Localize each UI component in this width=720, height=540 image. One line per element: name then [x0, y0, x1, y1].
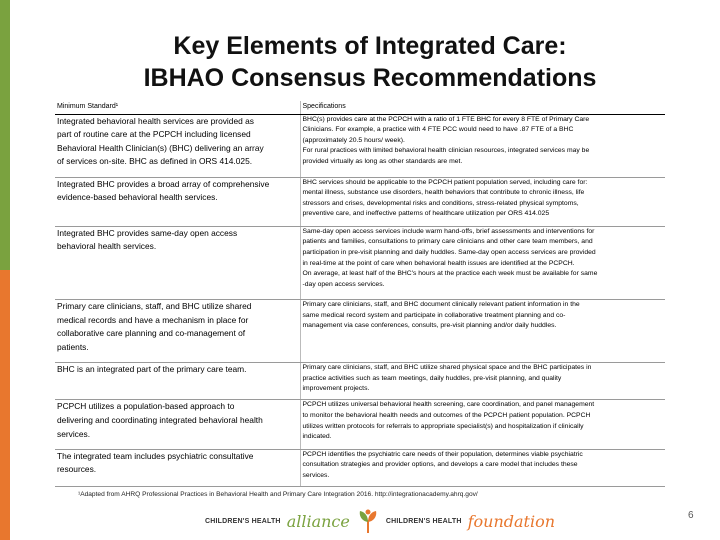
table-row	[55, 177, 665, 226]
specification-cell	[300, 449, 665, 486]
specification-cell	[300, 363, 665, 400]
specification-cell	[300, 400, 665, 449]
standard-text-line: Integrated BHC provides a broad array of comprehensive	[57, 178, 270, 189]
standard-text-line: of services on-site. BHC as defined in ORS 414.025.	[57, 156, 253, 167]
standard-text-line: Integrated BHC provides same-day open access	[57, 227, 238, 238]
specification-text-line: provided virtually as long as other standards are met.	[302, 157, 463, 165]
specification-text-line: to monitor the behavioral health needs and outcomes of the PCPCH patient population. PCPCH	[302, 411, 591, 419]
standard-text-line: part of routine care at the PCPCH including licensed	[57, 129, 251, 140]
specification-text-line: participation in pre-visit planning and daily huddles. Same-day open access services are provided	[302, 248, 596, 256]
specification-text-line: For rural practices with limited behavioral health clinician resources, integrated services may be	[302, 147, 590, 155]
specification-text-line: management via case conferences, consults, pre-visit planning and/or daily huddles.	[302, 322, 557, 330]
foundation-logo-small-text: CHILDREN'S HEALTH	[385, 517, 462, 525]
specification-text-line: Primary care clinicians, staff, and BHC utilize shared physical space and the BHC participates in	[302, 364, 592, 372]
minimum-standard-cell	[55, 400, 300, 449]
page-number: 6	[688, 510, 694, 521]
standard-text-line: PCPCH utilizes a population-based approach to	[57, 401, 235, 412]
table-row	[55, 226, 665, 299]
specification-text-line: in real-time at the point of care when behavioral health issues are identified at the PCPCH.	[302, 259, 575, 267]
footer-logos	[190, 506, 570, 536]
standard-text-line: BHC is an integrated part of the primary care team.	[57, 364, 247, 375]
specification-cell	[300, 177, 665, 226]
specification-text-line: Primary care clinicians, staff, and BHC document clinically relevant patient information in the	[302, 301, 580, 309]
specification-text-line: mental illness, substance use disorders, health behaviors that contribute to chronic illness, life	[302, 189, 585, 197]
specification-text-line: -day open access services.	[302, 280, 385, 288]
standard-text-line: Integrated behavioral health services are provided as	[57, 115, 254, 126]
specification-text-line: PCPCH identifies the psychiatric care needs of their population, determines viable psychiatric	[302, 450, 583, 458]
standard-text-line: medical records and have a mechanism in place for	[57, 314, 249, 325]
specification-text-line: Same-day open access services include warm hand-offs, brief assessments and interventions for	[302, 227, 595, 235]
specification-cell	[300, 300, 665, 363]
table-row	[55, 300, 665, 363]
specification-text-line: services.	[302, 471, 330, 479]
footnote: ¹Adapted from AHRQ Professional Practices in Behavioral Health and Primary Care Integration 2016. http://integrationacademy.ahrq.gov/	[78, 491, 478, 498]
specification-text-line: indicated.	[302, 433, 332, 441]
header-specifications: Specifications	[300, 101, 665, 114]
minimum-standard-cell	[55, 363, 300, 400]
minimum-standard-cell	[55, 300, 300, 363]
standard-text-line: collaborative care planning and co-management of	[57, 328, 246, 339]
specification-text-line: improvement projects.	[302, 385, 370, 393]
table-row	[55, 449, 665, 486]
sidebar-accent-orange	[0, 270, 10, 540]
specification-text-line: utilizes written protocols for referrals to appropriate specialist(s) and hospitalization if clinically	[302, 422, 584, 430]
header-minimum-standard: Minimum Standard¹	[55, 101, 300, 114]
minimum-standard-cell	[55, 177, 300, 226]
standard-text-line: behavioral health services.	[57, 241, 157, 252]
standard-text-line: services.	[57, 428, 91, 439]
standard-text-line: resources.	[57, 464, 97, 475]
title-line-2: IBHAO Consensus Recommendations	[143, 64, 597, 92]
alliance-logo-small-text: CHILDREN'S HEALTH	[204, 517, 281, 525]
specification-cell	[300, 226, 665, 299]
sprout-logo-icon	[356, 508, 380, 534]
standard-text-line: Behavioral Health Clinician(s) (BHC) delivering an array	[57, 142, 264, 153]
minimum-standard-cell	[55, 226, 300, 299]
specification-text-line: same medical record system and participate in collaborative treatment planning and co-	[302, 311, 566, 319]
standard-text-line: evidence-based behavioral health services.	[57, 192, 218, 203]
foundation-logo-script: foundation	[467, 511, 556, 531]
table-row	[55, 114, 665, 177]
specification-text-line: patients and families, consultations to primary care clinicians and other care team members, and	[302, 238, 593, 246]
specification-text-line: practice activities such as team meetings, daily huddles, pre-visit planning, and quality	[302, 374, 562, 382]
standard-text-line: patients.	[57, 341, 89, 352]
specification-text-line: PCPCH utilizes universal behavioral health screening, care coordination, and panel management	[302, 401, 595, 409]
standard-text-line: The integrated team includes psychiatric consultative	[57, 450, 254, 461]
specification-text-line: consultation strategies and provider options, and develops a care model that includes these	[302, 461, 578, 469]
specification-text-line: preventive care, and ineffective patterns of healthcare utilization per ORS 414.025	[302, 210, 550, 218]
minimum-standard-cell	[55, 114, 300, 177]
specification-text-line: BHC services should be applicable to the PCPCH patient population served, including care for:	[302, 178, 588, 186]
specification-text-line: (approximately 20.5 hours/ week).	[302, 136, 405, 144]
standard-text-line: Primary care clinicians, staff, and BHC utilize shared	[57, 301, 252, 312]
specification-text-line: BHC(s) provides care at the PCPCH with a ratio of 1 FTE BHC for every 8 FTE of Primary Care	[302, 115, 590, 123]
table-row	[55, 363, 665, 400]
specification-cell	[300, 114, 665, 177]
slide-title	[40, 30, 700, 94]
alliance-logo-script: alliance	[286, 511, 350, 531]
table-row	[55, 400, 665, 449]
sidebar-accent-green	[0, 0, 10, 270]
title-line-1: Key Elements of Integrated Care:	[173, 32, 567, 60]
standard-text-line: delivering and coordinating integrated behavioral health	[57, 414, 263, 425]
specification-text-line: Clinicians. For example, a practice with 4 FTE PCC would need to have .87 FTE of a BHC	[302, 126, 574, 134]
specification-text-line: On average, at least half of the BHC's hours at the practice each week must be available for same	[302, 270, 598, 278]
specification-text-line: stressors and crises, developmental risks and conditions, stress-related physical symptoms,	[302, 199, 579, 207]
minimum-standard-cell	[55, 449, 300, 486]
standards-table	[55, 101, 665, 487]
table-header-row	[55, 101, 665, 114]
